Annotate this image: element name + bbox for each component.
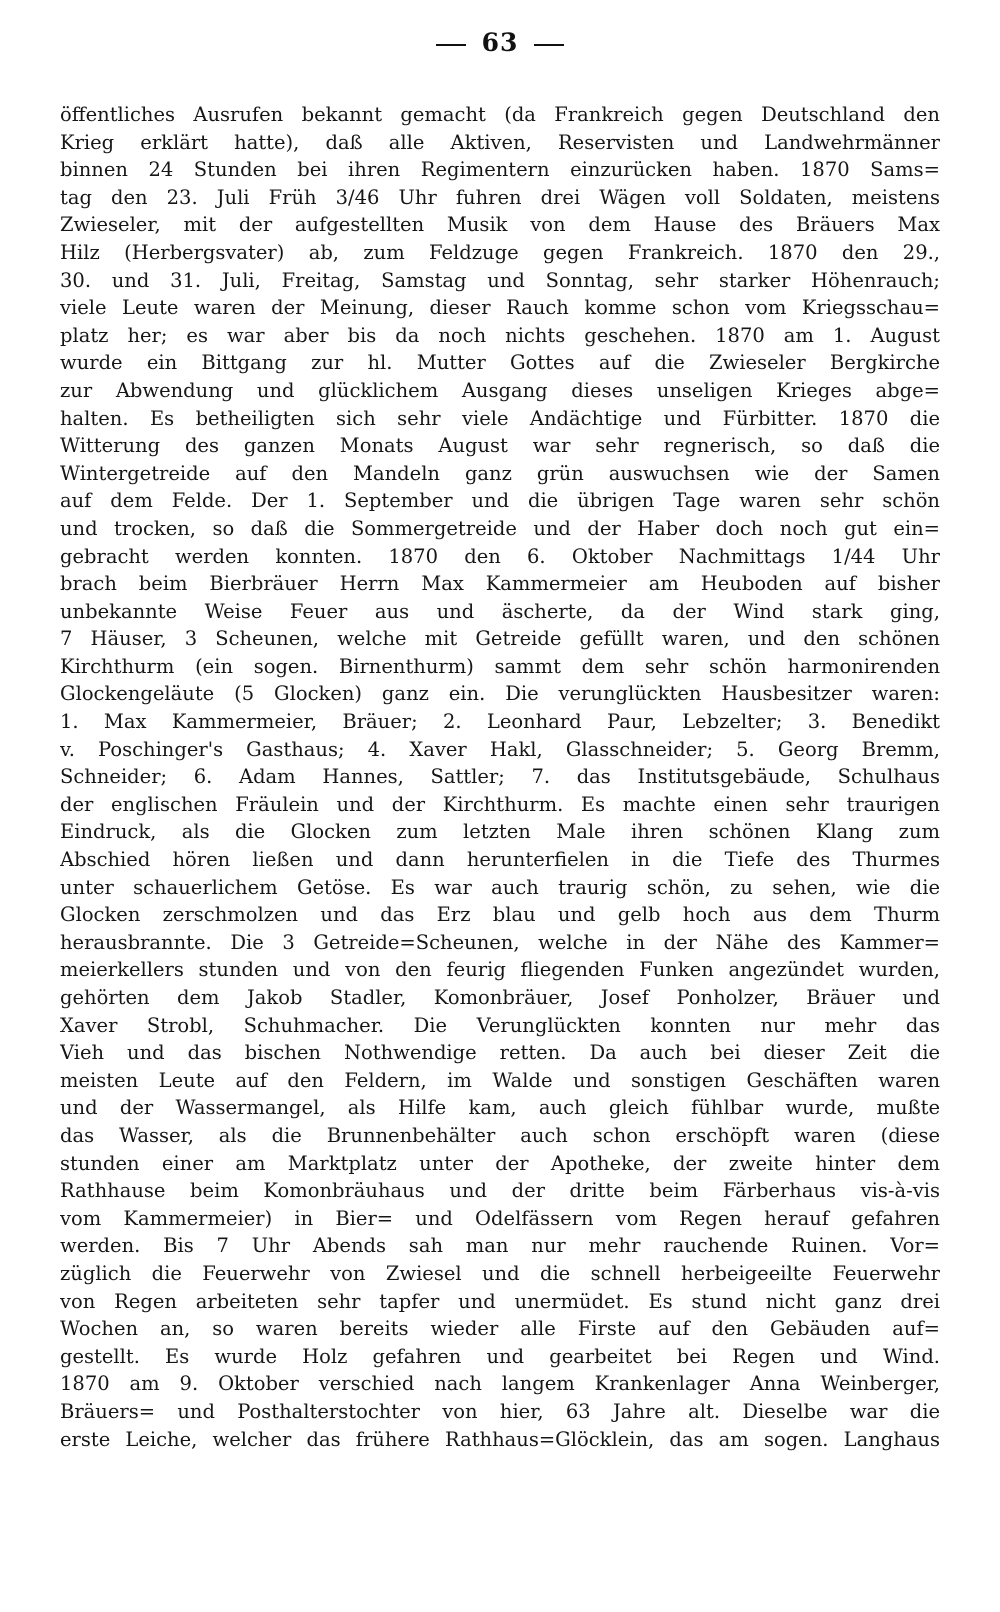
text-line: erste Leiche, welcher das frühere Rathhaus=Glöcklein, das am sogen. Langhaus	[60, 1427, 940, 1451]
text-line: der englischen Fräulein und der Kirchthurm. Es machte einen sehr traurigen	[60, 792, 940, 816]
text-line: 1. Max Kammermeier, Bräuer; 2. Leonhard Paur, Lebzelter; 3. Benedikt	[60, 710, 940, 734]
text-line: und trocken, so daß die Sommergetreide und der Haber doch noch gut ein=	[60, 516, 940, 540]
page-number: 63	[481, 28, 519, 57]
text-line: meierkellers stunden und von den feurig fliegenden Funken angezündet wurden,	[60, 958, 940, 982]
text-line: Krieg erklärt hatte), daß alle Aktiven, Reservisten und Landwehrmänner	[60, 130, 940, 154]
text-line: Zwieseler, mit der aufgestellten Musik von dem Hause des Bräuers Max	[60, 213, 940, 237]
text-line: Abschied hören ließen und dann herunterfielen in die Tiefe des Thurmes	[60, 848, 940, 872]
text-line: brach beim Bierbräuer Herrn Max Kammermeier am Heuboden auf bisher	[60, 572, 940, 596]
page-header	[0, 28, 1000, 57]
text-line: unter schauerlichem Getöse. Es war auch traurig schön, zu sehen, wie die	[60, 875, 940, 899]
text-line: Schneider; 6. Adam Hannes, Sattler; 7. das Institutsgebäude, Schulhaus	[60, 765, 940, 789]
text-line: 30. und 31. Juli, Freitag, Samstag und Sonntag, sehr starker Höhenrauch;	[60, 268, 940, 292]
text-line: züglich die Feuerwehr von Zwiesel und die schnell herbeigeeilte Feuerwehr	[60, 1261, 940, 1285]
text-line: Hilz (Herbergsvater) ab, zum Feldzuge gegen Frankreich. 1870 den 29.,	[60, 240, 940, 264]
text-line: Bräuers= und Posthalterstochter von hier, 63 Jahre alt. Dieselbe war die	[60, 1399, 940, 1423]
text-line: Kirchthurm (ein sogen. Birnenthurm) sammt dem sehr schön harmonirenden	[60, 654, 940, 678]
text-line: platz her; es war aber bis da noch nichts geschehen. 1870 am 1. August	[60, 323, 940, 347]
text-line: werden. Bis 7 Uhr Abends sah man nur mehr rauchende Ruinen. Vor=	[60, 1234, 940, 1258]
text-line: das Wasser, als die Brunnenbehälter auch schon erschöpft waren (diese	[60, 1123, 940, 1147]
text-line: 7 Häuser, 3 Scheunen, welche mit Getreide gefüllt waren, und den schönen	[60, 627, 940, 651]
text-line: Rathhause beim Komonbräuhaus und der dritte beim Färberhaus vis-à-vis	[60, 1179, 940, 1203]
text-line: binnen 24 Stunden bei ihren Regimentern einzurücken haben. 1870 Sams=	[60, 158, 940, 182]
text-line: gestellt. Es wurde Holz gefahren und gearbeitet bei Regen und Wind.	[60, 1344, 940, 1368]
text-line: gebracht werden konnten. 1870 den 6. Oktober Nachmittags 1/44 Uhr	[60, 544, 940, 568]
text-line: auf dem Felde. Der 1. September und die übrigen Tage waren sehr schön	[60, 489, 940, 513]
text-line: Witterung des ganzen Monats August war sehr regnerisch, so daß die	[60, 434, 940, 458]
text-line: v. Poschinger's Gasthaus; 4. Xaver Hakl, Glasschneider; 5. Georg Bremm,	[60, 737, 940, 761]
header-left-dash	[436, 44, 466, 46]
text-line: wurde ein Bittgang zur hl. Mutter Gottes auf die Zwieseler Bergkirche	[60, 351, 940, 375]
text-line: herausbrannte. Die 3 Getreide=Scheunen, welche in der Nähe des Kammer=	[60, 930, 940, 954]
text-line: Xaver Strobl, Schuhmacher. Die Verunglückten konnten nur mehr das	[60, 1013, 940, 1037]
text-line: zur Abwendung und glücklichem Ausgang dieses unseligen Krieges abge=	[60, 378, 940, 402]
text-line: 1870 am 9. Oktober verschied nach langem Krankenlager Anna Weinberger,	[60, 1372, 940, 1396]
text-line: und der Wassermangel, als Hilfe kam, auch gleich fühlbar wurde, mußte	[60, 1096, 940, 1120]
page-body-text	[60, 101, 940, 1453]
text-line: vom Kammermeier) in Bier= und Odelfässern vom Regen herauf gefahren	[60, 1206, 940, 1230]
text-line: unbekannte Weise Feuer aus und äscherte, da der Wind stark ging,	[60, 599, 940, 623]
text-line: von Regen arbeiteten sehr tapfer und unermüdet. Es stund nicht ganz drei	[60, 1289, 940, 1313]
text-line: halten. Es betheiligten sich sehr viele Andächtige und Fürbitter. 1870 die	[60, 406, 940, 430]
text-line: tag den 23. Juli Früh 3/46 Uhr fuhren drei Wägen voll Soldaten, meistens	[60, 185, 940, 209]
text-line: Wochen an, so waren bereits wieder alle Firste auf den Gebäuden auf=	[60, 1317, 940, 1341]
text-line: stunden einer am Marktplatz unter der Apotheke, der zweite hinter dem	[60, 1151, 940, 1175]
text-line: Glocken zerschmolzen und das Erz blau und gelb hoch aus dem Thurm	[60, 903, 940, 927]
text-line: viele Leute waren der Meinung, dieser Rauch komme schon vom Kriegsschau=	[60, 296, 940, 320]
header-right-dash	[534, 44, 564, 46]
text-line: Wintergetreide auf den Mandeln ganz grün auswuchsen wie der Samen	[60, 461, 940, 485]
text-line: Eindruck, als die Glocken zum letzten Male ihren schönen Klang zum	[60, 820, 940, 844]
text-line: gehörten dem Jakob Stadler, Komonbräuer, Josef Ponholzer, Bräuer und	[60, 986, 940, 1009]
text-line: meisten Leute auf den Feldern, im Walde und sonstigen Geschäften waren	[60, 1068, 940, 1092]
text-line: Glockengeläute (5 Glocken) ganz ein. Die verunglückten Hausbesitzer waren:	[60, 682, 940, 706]
text-line: öffentliches Ausrufen bekannt gemacht (da Frankreich gegen Deutschland den	[60, 103, 940, 126]
text-line: Vieh und das bischen Nothwendige retten. Da auch bei dieser Zeit die	[60, 1041, 940, 1065]
